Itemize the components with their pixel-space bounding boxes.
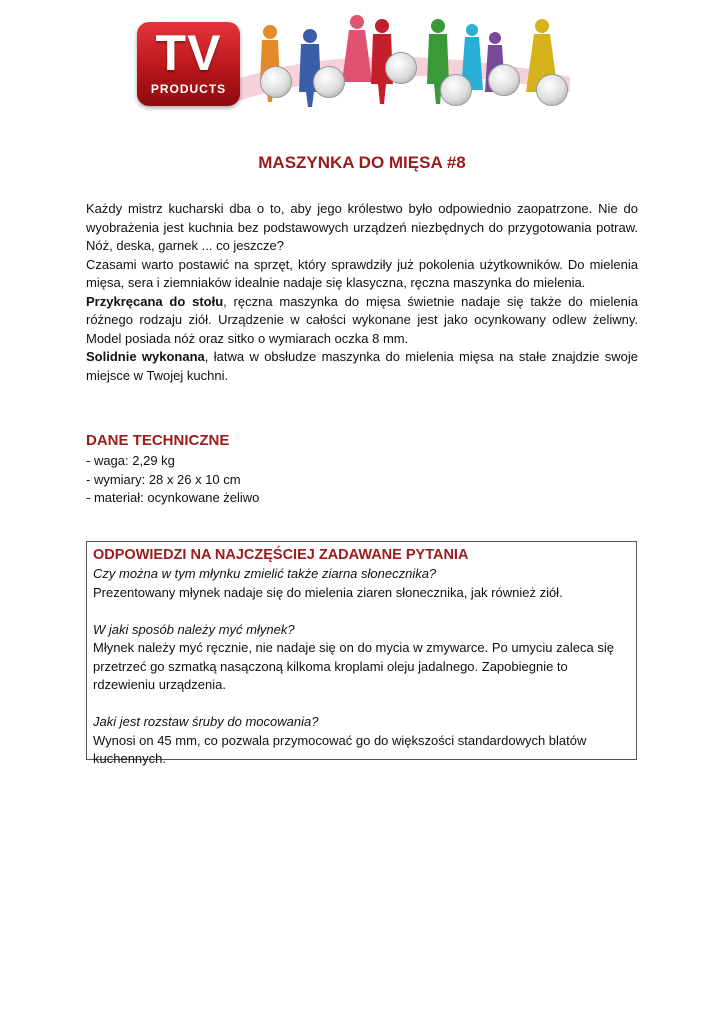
product-thumbnail-icon (440, 74, 472, 106)
description-paragraph: Czasami warto postawić na sprzęt, który sprawdziły już pokolenia użytkowników. Do mielenia mięsa, sera i ziemniaków idealnie nadaje się klasyczna, ręczna maszynka do mielenia. (86, 256, 638, 290)
product-thumbnail-icon (536, 74, 568, 106)
faq-question: Czy można w tym młynku zmielić także ziarna słonecznika? (93, 566, 437, 581)
spec-item: - materiał: ocynkowane żeliwo (86, 490, 260, 505)
faq-box (86, 541, 637, 766)
product-thumbnail-icon (260, 66, 292, 98)
faq-answer: Młynek należy myć ręcznie, nie nadaje się on do mycia w zmywarce. Po umyciu zaleca się przetrzeć go szmatką nasączoną kilkoma kroplami oleju jadalnego. Zapobiegnie to rdzewieniu urządzenia. (93, 640, 614, 692)
bold-phrase: Przykręcana do stołu (86, 293, 224, 309)
bold-phrase: Solidnie wykonana (86, 349, 205, 364)
description-paragraph (86, 293, 638, 349)
faq-answer: Wynosi on 45 mm, co pozwala przymocować go do większości standardowych blatów kuchennych. (93, 732, 587, 766)
specs-list (86, 452, 259, 508)
page-title: MASZYNKA DO MIĘSA #8 (258, 153, 466, 172)
logo-products-text: PRODUCTS (150, 82, 227, 96)
specs-heading: DANE TECHNICZNE (86, 432, 230, 449)
faq-answer: Prezentowany młynek nadaje się do mielenia ziaren słonecznika, jak również ziół. (93, 584, 563, 600)
logo-tv-text: TV (155, 25, 222, 81)
faq-question: Jaki jest rozstaw śruby do mocowania? (93, 714, 319, 729)
product-thumbnail-icon (385, 52, 417, 84)
paragraph-text: , ręczna maszynka do mięsa świetnie nadaje się także do mielenia różnego rodzaju ziół. Urządzenie w całości wykonane jest jako ocynkowany odlew żeliwny. Model posiada nóż oraz sitko o wymiarach oczka 8 mm. (86, 293, 638, 346)
spec-item: - waga: 2,29 kg (86, 453, 175, 468)
spec-item: - wymiary: 28 x 26 x 10 cm (86, 471, 241, 487)
product-thumbnail-icon (488, 64, 520, 96)
description-paragraph (86, 348, 638, 385)
tv-products-logo (137, 22, 240, 106)
description-paragraph: Każdy mistrz kucharski dba o to, aby jego królestwo było odpowiednio zaopatrzone. Nie do wyobrażenia jest kuchnia bez podstawowych urządzeń niezbędnych do przygotowania potraw. Nóż, deska, garnek ... co jeszcze? (86, 201, 638, 253)
header-banner (0, 0, 724, 120)
product-description (86, 200, 638, 385)
person-icon-pink (342, 15, 372, 82)
paragraph-text: , łatwa w obsłudze maszynka do mielenia mięsa na stałe znajdzie swoje miejsce w Twojej kuchni. (86, 349, 638, 383)
faq-question: W jaki sposób należy myć młynek? (93, 621, 295, 637)
faq-heading: ODPOWIEDZI NA NAJCZĘŚCIEJ ZADAWANE PYTANIA (93, 547, 469, 563)
product-thumbnail-icon (313, 66, 345, 98)
person-icon-blue (299, 29, 321, 107)
